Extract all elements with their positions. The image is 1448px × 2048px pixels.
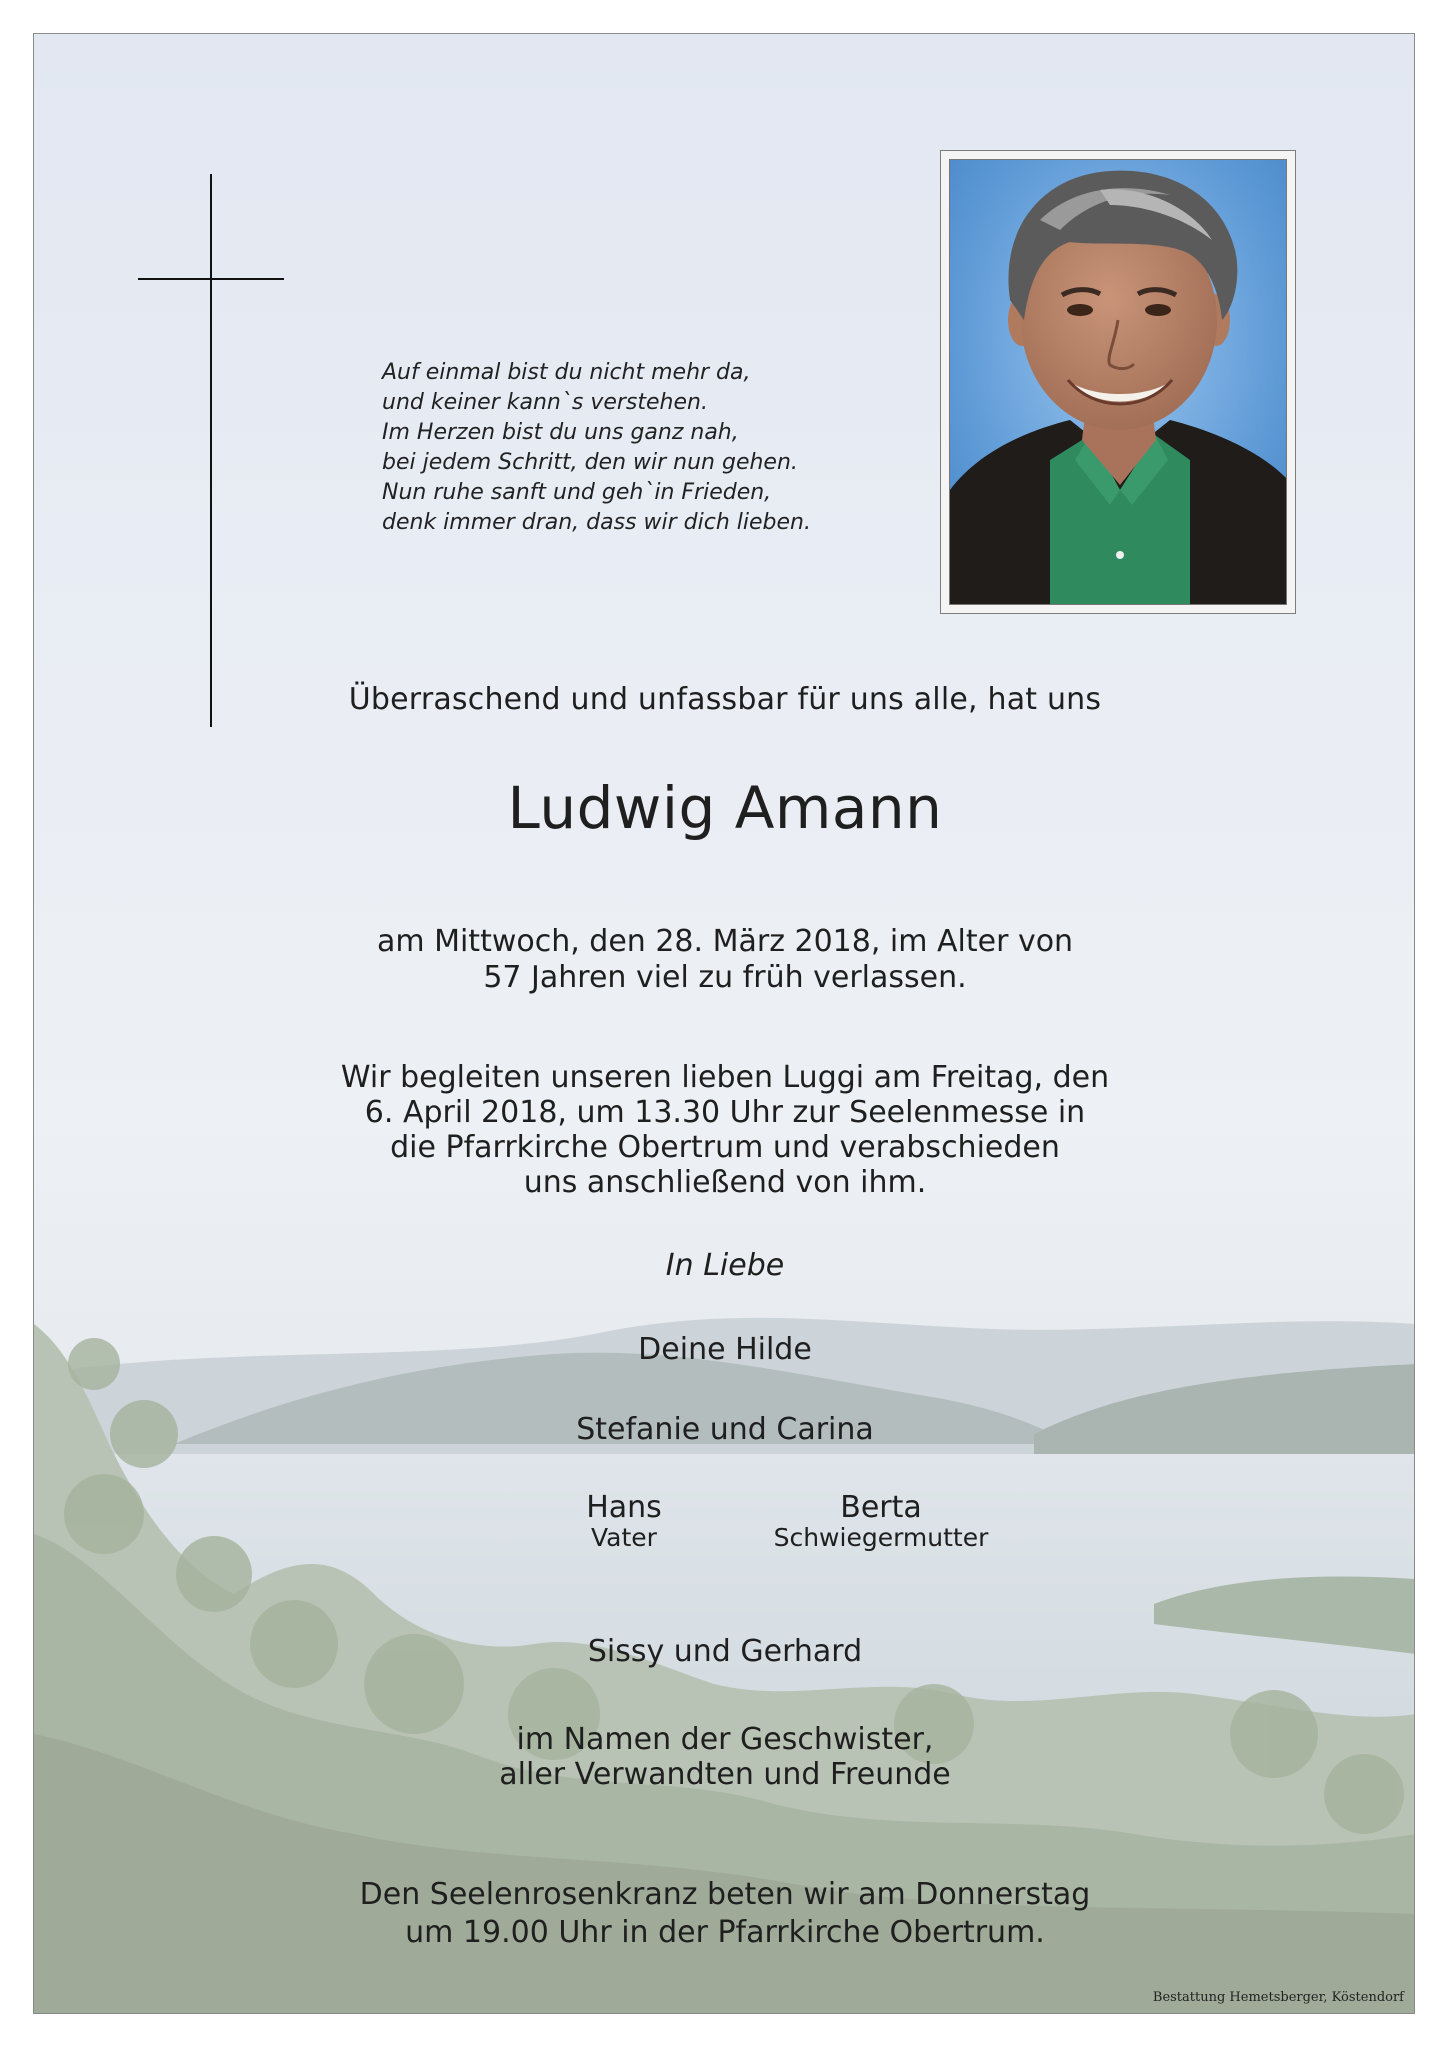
poem-line: bei jedem Schritt, den wir nun gehen.: [382, 450, 798, 475]
death-notice: [34, 924, 1415, 996]
intro-text: Überraschend und unfassbar für uns alle, hat uns: [348, 682, 1102, 717]
deceased-name: Ludwig Amann: [507, 774, 943, 842]
person-name: Hans: [586, 1490, 662, 1525]
family-person-mother-in-law: [746, 1492, 1016, 1552]
poem-line: denk immer dran, dass wir dich lieben.: [382, 510, 811, 535]
poem-line: Im Herzen bist du uns ganz nah,: [382, 420, 739, 445]
cross-icon: [210, 174, 212, 727]
service-line: uns anschließend von ihm.: [523, 1165, 927, 1200]
family-line-children: Stefanie und Carina: [576, 1412, 874, 1447]
family-parents-row: [34, 1492, 1414, 1562]
person-role: Schwiegermutter: [773, 1523, 989, 1552]
person-name: Berta: [840, 1490, 922, 1525]
family-line-siblings: Sissy und Gerhard: [587, 1634, 863, 1669]
person-role: Vater: [591, 1523, 657, 1552]
family-person-father: [564, 1492, 684, 1552]
poem: [382, 358, 902, 538]
service-line: die Pfarrkirche Obertrum und verabschieden: [390, 1130, 1060, 1165]
poem-line: und keiner kann`s verstehen.: [382, 390, 708, 415]
family-closing: [34, 1722, 1415, 1792]
rosary-notice: [34, 1876, 1415, 1952]
obituary-card: [33, 33, 1415, 2014]
rosary-line: um 19.00 Uhr in der Pfarrkirche Obertrum.: [405, 1915, 1045, 1950]
cross-bar: [138, 278, 284, 280]
in-liebe-heading: In Liebe: [665, 1248, 785, 1283]
death-line: am Mittwoch, den 28. März 2018, im Alter von: [376, 924, 1074, 959]
closing-line: im Namen der Geschwister,: [516, 1722, 934, 1757]
service-line: Wir begleiten unseren lieben Luggi am Freitag, den: [340, 1060, 1110, 1095]
poem-line: Nun ruhe sanft und geh`in Frieden,: [382, 480, 772, 505]
death-line: 57 Jahren viel zu früh verlassen.: [483, 960, 967, 995]
family-line-spouse: Deine Hilde: [638, 1332, 812, 1367]
portrait-frame: [940, 150, 1296, 614]
funeral-home-credit: Bestattung Hemetsberger, Köstendorf: [1152, 1990, 1404, 2005]
closing-line: aller Verwandten und Freunde: [499, 1757, 951, 1792]
service-notice: [34, 1060, 1415, 1200]
service-line: 6. April 2018, um 13.30 Uhr zur Seelenmesse in: [364, 1095, 1086, 1130]
portrait-image: [950, 160, 1287, 605]
portrait-photo: [949, 159, 1287, 605]
rosary-line: Den Seelenrosenkranz beten wir am Donnerstag: [359, 1877, 1091, 1912]
poem-line: Auf einmal bist du nicht mehr da,: [382, 360, 751, 385]
